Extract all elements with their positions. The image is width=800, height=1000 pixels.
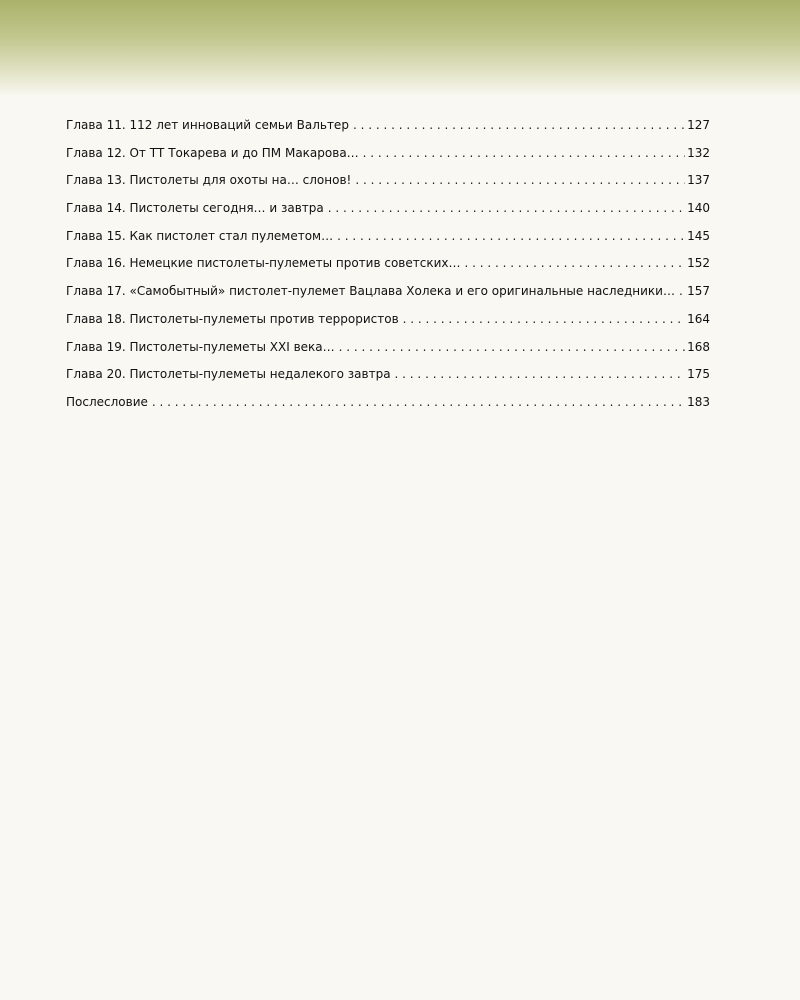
entry-title: Глава 11. 112 лет инноваций семьи Вальтер (66, 118, 349, 132)
entry-title: Глава 18. Пистолеты-пулеметы против террористов (66, 311, 399, 326)
entry-page-number: 140 (687, 201, 710, 216)
dot-leader (353, 118, 685, 132)
toc-entry[interactable] (66, 340, 710, 368)
entry-title: Глава 12. От ТТ Токарева и до ПМ Макарова… (66, 145, 359, 160)
dot-leader (355, 173, 685, 187)
entry-page-number: 168 (687, 339, 710, 354)
dot-leader (339, 340, 685, 354)
entry-page-number: 175 (687, 367, 710, 382)
dot-leader (403, 312, 685, 326)
dot-leader (328, 201, 685, 215)
toc-entry[interactable] (66, 229, 710, 257)
entry-page-number: 145 (687, 228, 710, 243)
toc-entry[interactable] (66, 256, 710, 284)
toc-entry[interactable] (66, 395, 710, 423)
entry-title: Глава 13. Пистолеты для охоты на… слонов! (66, 173, 352, 188)
entry-title: Глава 16. Немецкие пистолеты-пулеметы против советских… (66, 256, 461, 271)
entry-page-number: 164 (687, 311, 710, 326)
toc-entry[interactable] (66, 118, 710, 146)
entry-page-number: 183 (687, 394, 710, 409)
entry-page-number: 137 (687, 173, 710, 188)
toc-entry[interactable] (66, 367, 710, 395)
entry-page-number: 157 (687, 284, 710, 299)
entry-page-number: 132 (687, 145, 710, 160)
toc-entry[interactable] (66, 284, 710, 312)
dot-leader (395, 367, 686, 381)
entry-page-number: 152 (687, 256, 710, 271)
entry-title: Глава 15. Как пистолет стал пулеметом… (66, 228, 334, 243)
toc-entry[interactable] (66, 312, 710, 340)
toc-entry[interactable] (66, 173, 710, 201)
header-band (0, 0, 800, 96)
entry-title: Послесловие (66, 394, 148, 409)
dot-leader (337, 229, 685, 243)
dot-leader (363, 146, 685, 160)
dot-leader (464, 256, 685, 270)
toc-entry[interactable] (66, 201, 710, 229)
entry-title: Глава 14. Пистолеты сегодня… и завтра (66, 201, 324, 216)
entry-page-number: 127 (687, 118, 710, 132)
entry-title: Глава 19. Пистолеты-пулеметы XXI века… (66, 339, 335, 354)
dot-leader (679, 284, 685, 298)
toc-entry[interactable] (66, 146, 710, 174)
entry-title: Глава 20. Пистолеты-пулеметы недалекого завтра (66, 367, 391, 382)
table-of-contents (66, 118, 710, 423)
dot-leader (152, 395, 685, 409)
entry-title: Глава 17. «Самобытный» пистолет-пулемет Вацлава Холека и его оригинальные наследники… (66, 284, 675, 299)
